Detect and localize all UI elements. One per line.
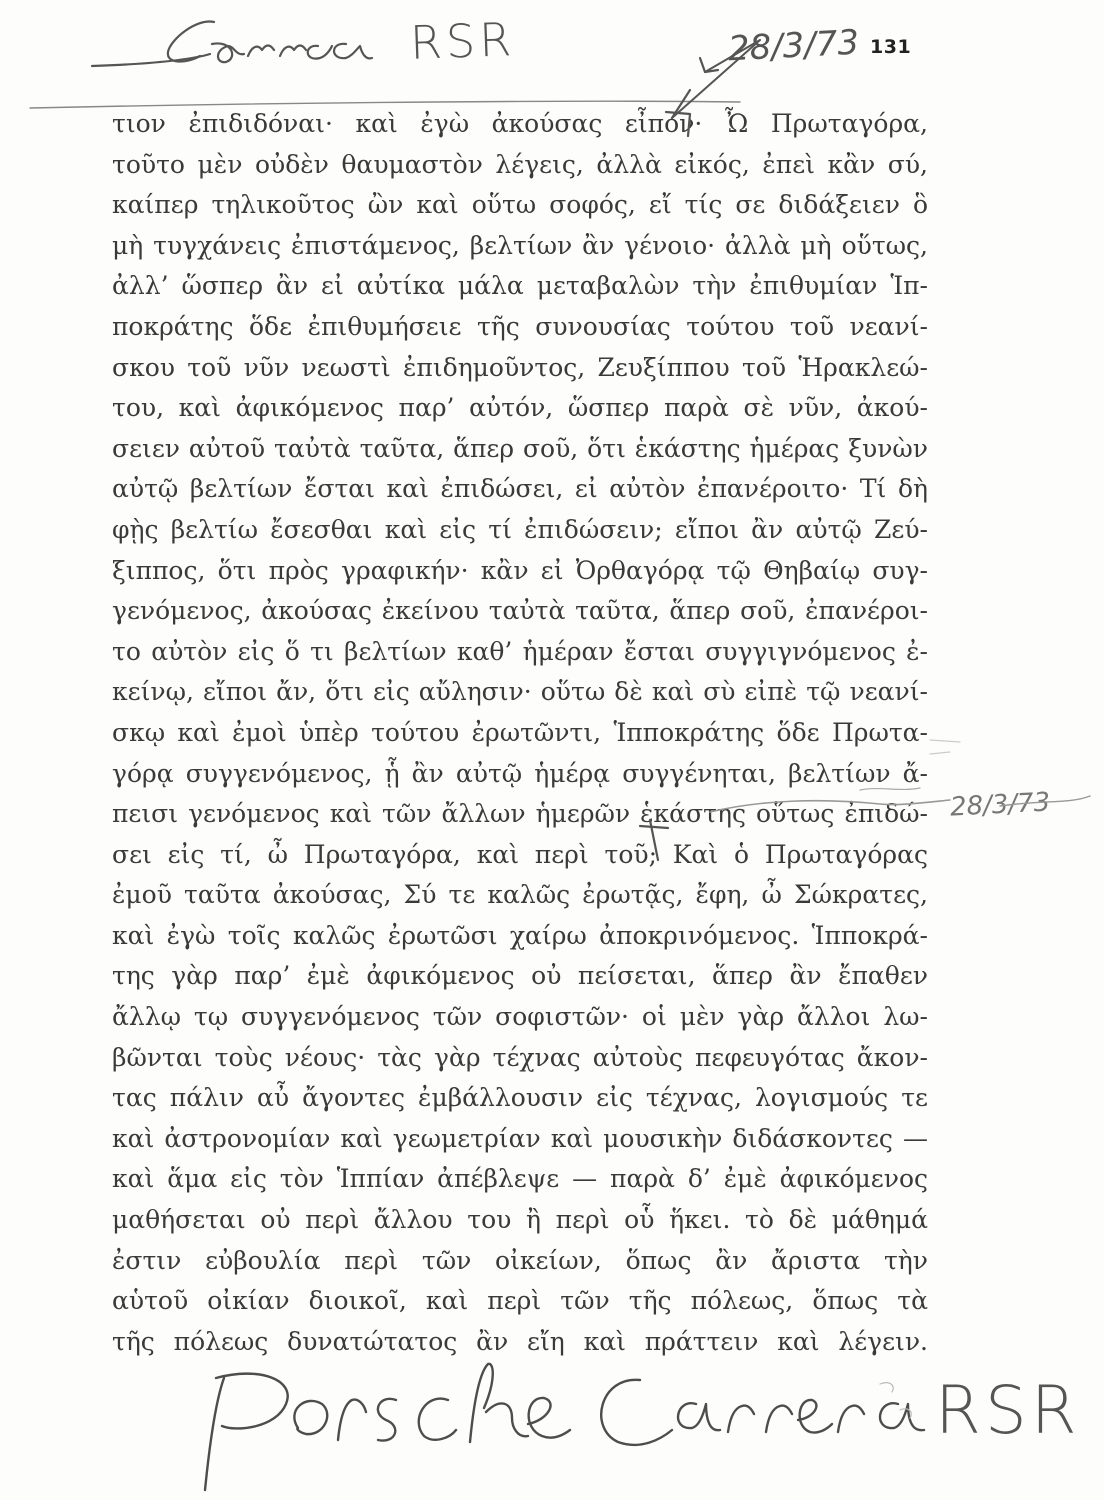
handwritten-date-middle: 28/3/73 (949, 787, 1051, 823)
page-number: 131 (870, 36, 912, 58)
text-line: μαθήσεται οὐ περὶ ἄλλου του ἢ περὶ οὗ ἥκει. τὸ δὲ μάθημά (112, 1205, 928, 1235)
text-line: τοῦτο μὲν οὐδὲν θαυμαστὸν λέγεις, ἀλλὰ εἰκός, ἐπεὶ κἂν σύ, (112, 149, 928, 179)
handwritten-rsr-bottom: RSR (935, 1372, 1081, 1449)
text-line: του, καὶ ἀφικόμενος παρ’ αὐτόν, ὥσπερ παρὰ σὲ νῦν, ἀκού- (112, 393, 928, 423)
text-line: ξιππος, ὅτι πρὸς γραφικήν· κἂν εἰ Ὀρθαγόρᾳ τῷ Θηβαίῳ συγ- (112, 555, 928, 585)
text-line: αὐτῷ βελτίων ἔσται καὶ ἐπιδώσει, εἰ αὐτὸν ἐπανέροιτο· Τί δὴ (112, 474, 928, 504)
text-line: καὶ ἅμα εἰς τὸν Ἱππίαν ἀπέβλεψε — παρὰ δ’ ἐμὲ ἀφικόμενος (112, 1164, 928, 1194)
text-line: το αὐτὸν εἰς ὅ τι βελτίων καθ’ ἡμέραν ἔσται συγγιγνόμενος ἐ- (112, 636, 928, 666)
text-line: της γὰρ παρ’ ἐμὲ ἀφικόμενος οὐ πείσεται, ἅπερ ἂν ἔπαθεν (112, 961, 928, 991)
text-line: μὴ τυγχάνεις ἐπιστάμενος, βελτίων ἂν γένοιο· ἀλλὰ μὴ οὕτως, (112, 230, 928, 260)
text-line: σειεν αὐτοῦ ταὐτὰ ταῦτα, ἅπερ σοῦ, ὅτι ἑκάστης ἡμέρας ξυνὼν (112, 433, 928, 463)
greek-text-block (112, 104, 928, 1362)
text-line: αὑτοῦ οἰκίαν διοικοῖ, καὶ περὶ τῶν τῆς πόλεως, ὅπως τὰ (112, 1286, 928, 1316)
text-line: τῆς πόλεως δυνατώτατος ἂν εἴη καὶ πράττειν καὶ λέγειν. (112, 1326, 928, 1356)
text-line: ἐστιν εὐβουλία περὶ τῶν οἰκείων, ὅπως ἂν ἄριστα τὴν (112, 1245, 928, 1275)
text-line: φῂς βελτίω ἔσεσθαι καὶ εἰς τί ἐπιδώσειν; εἴποι ἂν αὐτῷ Ζεύ- (112, 514, 928, 544)
text-line: ἐμοῦ ταῦτα ἀκούσας, Σύ τε καλῶς ἐρωτᾷς, ἔφη, ὦ Σώκρατες, (112, 880, 928, 910)
text-line: γόρᾳ συγγενόμενος, ᾗ ἂν αὐτῷ ἡμέρᾳ συγγένηται, βελτίων ἄ- (112, 758, 928, 788)
text-line: τας πάλιν αὖ ἄγοντες ἐμβάλλουσιν εἰς τέχνας, λογισμούς τε (112, 1083, 928, 1113)
text-line: βῶνται τοὺς νέους· τὰς γὰρ τέχνας αὐτοὺς πεφευγότας ἄκον- (112, 1042, 928, 1072)
text-line: γενόμενος, ἀκούσας ἐκείνου ταὐτὰ ταῦτα, ἅπερ σοῦ, ἐπανέροι- (112, 596, 928, 626)
text-line: σει εἰς τί, ὦ Πρωταγόρα, καὶ περὶ τοῦ; Καὶ ὁ Πρωταγόρας (112, 839, 928, 869)
text-line: σκῳ καὶ ἐμοὶ ὑπὲρ τούτου ἐρωτῶντι, Ἱπποκράτης ὅδε Πρωτα- (112, 717, 928, 747)
text-line: ποκράτης ὅδε ἐπιθυμήσειε τῆς συνουσίας τούτου τοῦ νεανί- (112, 311, 928, 341)
text-line: πεισι γενόμενος καὶ τῶν ἄλλων ἡμερῶν ἑκάστης οὕτως ἐπιδώ- (112, 799, 928, 829)
text-line: καὶ ἐγὼ τοῖς καλῶς ἐρωτῶσι χαίρω ἀποκρινόμενος. Ἱπποκρά- (112, 920, 928, 950)
text-line: ἀλλ’ ὥσπερ ἂν εἰ αὐτίκα μάλα μεταβαλὼν τὴν ἐπιθυμίαν Ἱπ- (112, 271, 928, 301)
text-line: σκου τοῦ νῦν νεωστὶ ἐπιδημοῦντος, Ζευξίππου τοῦ Ἡρακλεώ- (112, 352, 928, 382)
text-line: τιον ἐπιδιδόναι· καὶ ἐγὼ ἀκούσας εἶπον· Ὦ Πρωταγόρα, (112, 109, 928, 138)
handwritten-rsr-top: RSR (409, 12, 517, 70)
text-line: καίπερ τηλικοῦτος ὢν καὶ οὕτω σοφός, εἴ τίς σε διδάξειεν ὃ (112, 190, 928, 220)
handwritten-date-top: 28/3/73 (727, 22, 861, 70)
text-line: καὶ ἀστρονομίαν καὶ γεωμετρίαν καὶ μουσικὴν διδάσκοντες — (112, 1123, 928, 1153)
text-line: ἄλλῳ τῳ συγγενόμενος τῶν σοφιστῶν· οἱ μὲν γὰρ ἄλλοι λω- (112, 1002, 928, 1032)
text-line: κείνῳ, εἴποι ἄν, ὅτι εἰς αὔλησιν· οὕτω δὲ καὶ σὺ εἰπὲ τῷ νεανί- (112, 677, 928, 707)
